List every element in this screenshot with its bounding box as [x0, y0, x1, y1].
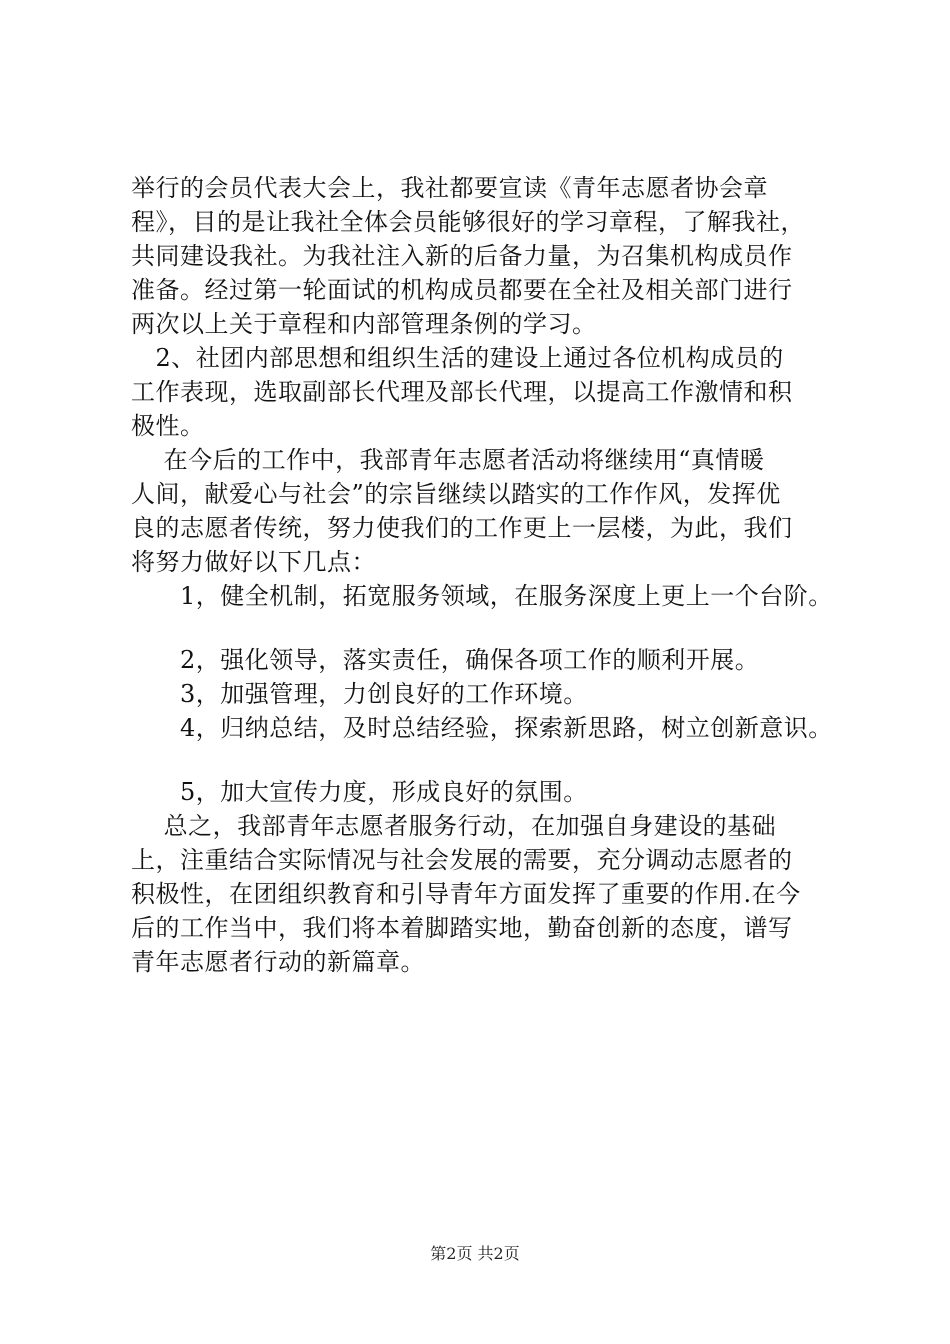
- body-text: [131, 171, 851, 979]
- page-number-footer: 第2页 共2页: [430, 1244, 520, 1263]
- text-line: 后的工作当中，我们将本着脚踏实地，勤奋创新的态度，谱写: [131, 914, 793, 942]
- text-line: 程》，目的是让我社全体会员能够很好的学习章程，了解我社，: [131, 208, 805, 236]
- list-item: 5，加大宣传力度，形成良好的氛围。: [131, 778, 588, 806]
- text-line: 举行的会员代表大会上，我社都要宣读《青年志愿者协会章: [131, 174, 768, 202]
- text-line: 良的志愿者传统，努力使我们的工作更上一层楼，为此，我们: [131, 514, 793, 542]
- list-item: 3，加强管理，力创良好的工作环境。: [131, 680, 588, 708]
- list-item: 4，归纳总结，及时总结经验，探索新思路，树立创新意识。: [131, 714, 833, 742]
- text-line: 准备。经过第一轮面试的机构成员都要在全社及相关部门进行: [131, 276, 793, 304]
- text-line: 将努力做好以下几点：: [131, 548, 376, 576]
- text-line: 人间，献爱心与社会”的宗旨继续以踏实的工作作风，发挥优: [131, 480, 781, 508]
- list-item: 2，强化领导，落实责任，确保各项工作的顺利开展。: [131, 646, 760, 674]
- text-line: 工作表现，选取副部长代理及部长代理，以提高工作激情和积: [131, 378, 793, 406]
- list-item: 1，健全机制，拓宽服务领域，在服务深度上更上一个台阶。: [131, 582, 833, 610]
- text-line: 共同建设我社。为我社注入新的后备力量，为召集机构成员作: [131, 242, 793, 270]
- text-line: 总之，我部青年志愿者服务行动，在加强自身建设的基础: [131, 812, 777, 840]
- text-line: 在今后的工作中，我部青年志愿者活动将继续用“真情暖: [131, 446, 765, 474]
- text-line: 两次以上关于章程和内部管理条例的学习。: [131, 310, 597, 338]
- text-line: 积极性，在团组织教育和引导青年方面发挥了重要的作用.在今: [131, 880, 801, 908]
- text-line: 极性。: [131, 412, 205, 440]
- text-line: 上，注重结合实际情况与社会发展的需要，充分调动志愿者的: [131, 846, 793, 874]
- text-line: 2、社团内部思想和组织生活的建设上通过各位机构成员的: [131, 344, 784, 372]
- text-line: 青年志愿者行动的新篇章。: [131, 948, 425, 976]
